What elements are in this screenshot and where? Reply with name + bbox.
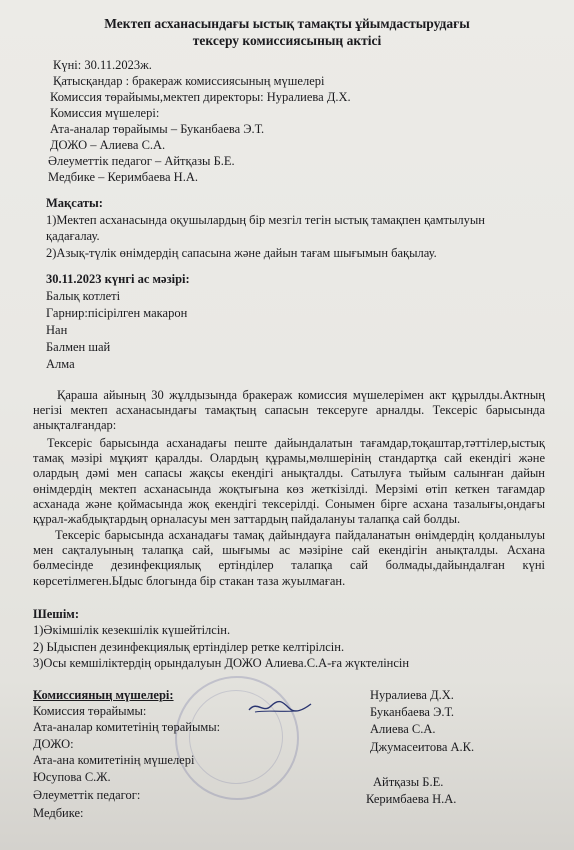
menu-item: Балық котлеті	[46, 289, 121, 303]
menu-item: Нан	[46, 323, 68, 337]
paragraph-issues: Тексеріс барысында асханадағы тамақ дайындауға пайдаланатын өнімдердің қолданылуы мен сақталуының талапқа сай, шығымы ас мәзіріне сай екендігін анықталды. Асхана бөлмесінде дезинфекциялық ертінділер талапқа сай болмады,дайындалған күні көрсетілмеген.Ыдыс блогында бір стакан таза жуылмаған.	[33, 528, 545, 588]
sign-name: Керимбаева Н.А.	[366, 792, 457, 806]
sign-role: Әлеуметтік педагог:	[33, 788, 141, 802]
sign-role: Юсупова С.Ж.	[33, 770, 111, 784]
decision-item: 1)Әкімшілік кезекшілік күшейтілсін.	[33, 623, 231, 637]
menu-item: Гарнир:пісірілген макарон	[46, 306, 188, 320]
sign-name: Нуралиева Д.Х.	[370, 688, 454, 702]
sign-name: Джумасеитова А.К.	[370, 740, 475, 754]
signatures-heading: Комиссияның мүшелері:	[33, 688, 174, 702]
member-line: Медбике – Керимбаева Н.А.	[48, 170, 198, 184]
chair-line: Комиссия төрайымы,мектеп директоры: Нуралиева Д.Х.	[50, 90, 351, 104]
purpose-item-2: 2)Азық-түлік өнімдердің сапасына және дайын тағам шығымын бақылау.	[46, 246, 437, 260]
purpose-item-1-cont: қадағалау.	[46, 229, 100, 243]
member-line: Әлеуметтік педагог – Айтқазы Б.Е.	[48, 154, 235, 168]
sign-name: Айтқазы Б.Е.	[373, 775, 444, 789]
menu-item: Алма	[46, 357, 75, 371]
menu-heading: 30.11.2023 күнгі ас мәзірі:	[46, 272, 190, 286]
participants-line: Қатысқандар : бракераж комиссиясының мүшелері	[53, 74, 325, 88]
paragraph-findings: Тексеріс барысында асханадағы пеште дайындалатын тағамдар,тоқаштар,тәттілер,ыстық тамақ мәзірі мұқият қаралды. Олардың құрамы,мөлшерінің стандартқа сай екендігі және олардың дәмі мен сапасы жақсы екендігі анықталды. Сатылуға тыйым салынған дайын өнімдердің мектеп асханасында жоқтығына көз жеткізілді. Мерзімі өтіп кеткен тағамдар асханада және қоймасында жоқ екендігі тексерілді. Сонымен бірге асхана тазалығы,ондағы құрал-жабдықтардың орналасуы мен заттардың пайдалануы талапқа сай болды.	[33, 436, 545, 527]
paragraph-intro: Қараша айының 30 жұлдызында бракераж комиссия мүшелерімен акт құрылды.Актның негізі мектеп асханасындағы тамақтың сапасын тексеруге арналды. Тексеріс барысында анықталғандар:	[33, 388, 545, 433]
date-line: Күні: 30.11.2023ж.	[53, 58, 152, 72]
sign-name: Буканбаева Э.Т.	[370, 705, 454, 719]
signature-mark	[245, 696, 315, 718]
member-line: Ата-аналар төрайымы – Буканбаева Э.Т.	[50, 122, 265, 136]
sign-role: ДОЖО:	[33, 737, 74, 751]
sign-role: Ата-ана комитетінің мүшелері	[33, 753, 195, 767]
purpose-heading: Мақсаты:	[46, 196, 103, 210]
sign-role: Ата-аналар комитетінің төрайымы:	[33, 720, 221, 734]
title-line-1: Мектеп асханасындағы ыстық тамақты ұйымдастырудағы	[104, 16, 470, 31]
menu-item: Балмен шай	[46, 340, 111, 354]
sign-role: Медбике:	[33, 806, 84, 820]
stamp-mark	[175, 676, 299, 800]
title-line-2: тексеру комиссиясының актісі	[192, 33, 382, 48]
decision-item: 3)Осы кемшіліктердің орындалуын ДОЖО Алиева.С.А-ға жүктелінсін	[33, 656, 410, 670]
member-line: ДОЖО – Алиева С.А.	[50, 138, 166, 152]
members-heading: Комиссия мүшелері:	[50, 106, 160, 120]
sign-name: Алиева С.А.	[370, 722, 436, 736]
purpose-item-1: 1)Мектеп асханасында оқушылардың бір мезгіл тегін ыстық тамақпен қамтылуын	[46, 213, 485, 227]
sign-role: Комиссия төрайымы:	[33, 704, 147, 718]
decision-item: 2) Ыдыспен дезинфекциялық ертінділер ретке келтірілсін.	[33, 640, 345, 654]
decision-heading: Шешім:	[33, 607, 79, 621]
